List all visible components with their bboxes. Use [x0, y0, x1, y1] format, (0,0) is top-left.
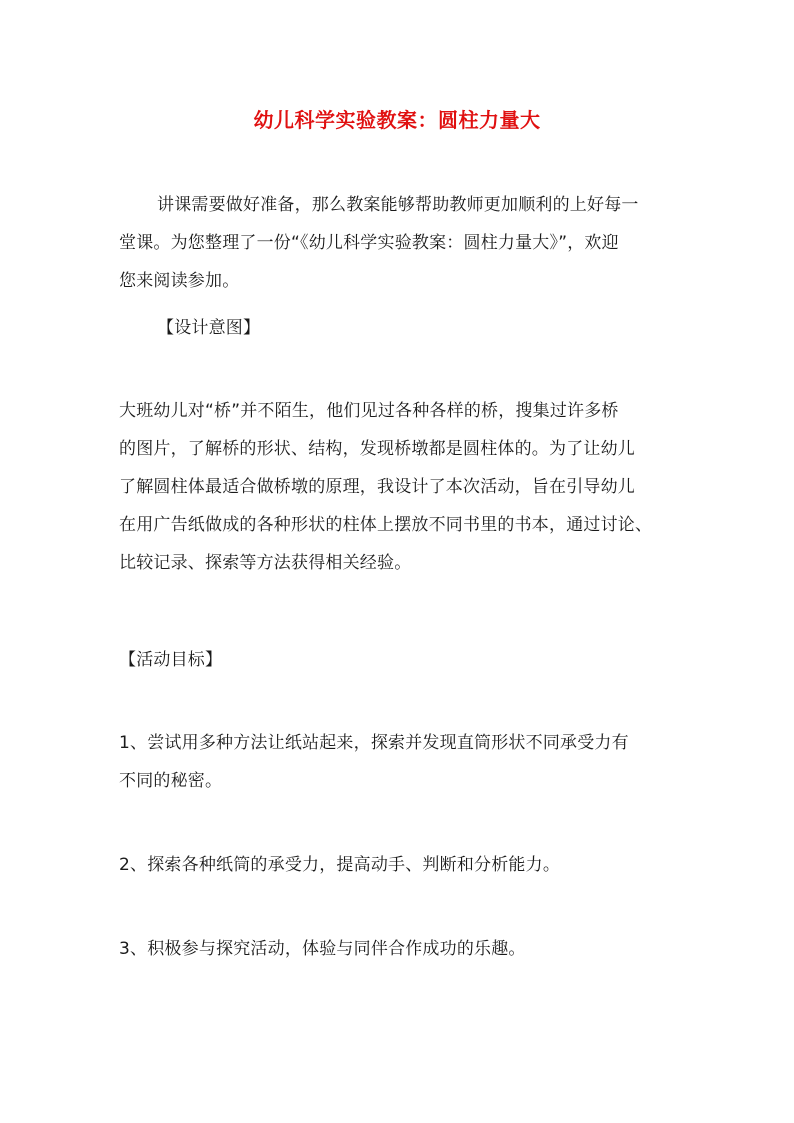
intro-paragraph: [119, 186, 679, 300]
design-line: 比较记录、探索等方法获得相关经验。: [119, 553, 412, 573]
intro-line: 您来阅读参加。: [119, 271, 240, 291]
section-heading-text: 【活动目标】: [119, 650, 223, 670]
section-heading-design: [119, 309, 679, 347]
intro-line: 讲课需要做好准备，那么教案能够帮助教师更加顺利的上好每一: [157, 195, 639, 215]
design-line: 的图片，了解桥的形状、结构，发现桥墩都是圆柱体的。为了让幼儿: [119, 439, 635, 459]
goal-line: 2、探索各种纸筒的承受力，提高动手、判断和分析能力。: [119, 855, 561, 875]
goal-line: 3、积极参与探究活动，体验与同伴合作成功的乐趣。: [119, 939, 526, 959]
goal-line: 不同的秘密。: [119, 771, 223, 791]
goal-line: 1、尝试用多种方法让纸站起来，探索并发现直筒形状不同承受力有: [119, 733, 629, 753]
goal-item-3: [119, 930, 679, 968]
goal-item-1: [119, 724, 679, 800]
design-line: 大班幼儿对“桥”并不陌生，他们见过各种各样的桥，搜集过许多桥: [119, 401, 619, 421]
intro-line: 堂课。为您整理了一份“《幼儿科学实验教案：圆柱力量大》”，欢迎: [119, 233, 619, 253]
document-title: 幼儿科学实验教案：圆柱力量大: [253, 108, 541, 132]
design-line: 了解圆柱体最适合做桥墩的原理，我设计了本次活动，旨在引导幼儿: [119, 477, 635, 497]
goal-item-2: [119, 846, 679, 884]
design-paragraph: [119, 392, 679, 582]
design-line: 在用广告纸做成的各种形状的柱体上摆放不同书里的书本，通过讨论、: [119, 515, 653, 535]
section-heading-goals: [119, 641, 679, 679]
section-heading-text: 【设计意图】: [157, 318, 261, 338]
